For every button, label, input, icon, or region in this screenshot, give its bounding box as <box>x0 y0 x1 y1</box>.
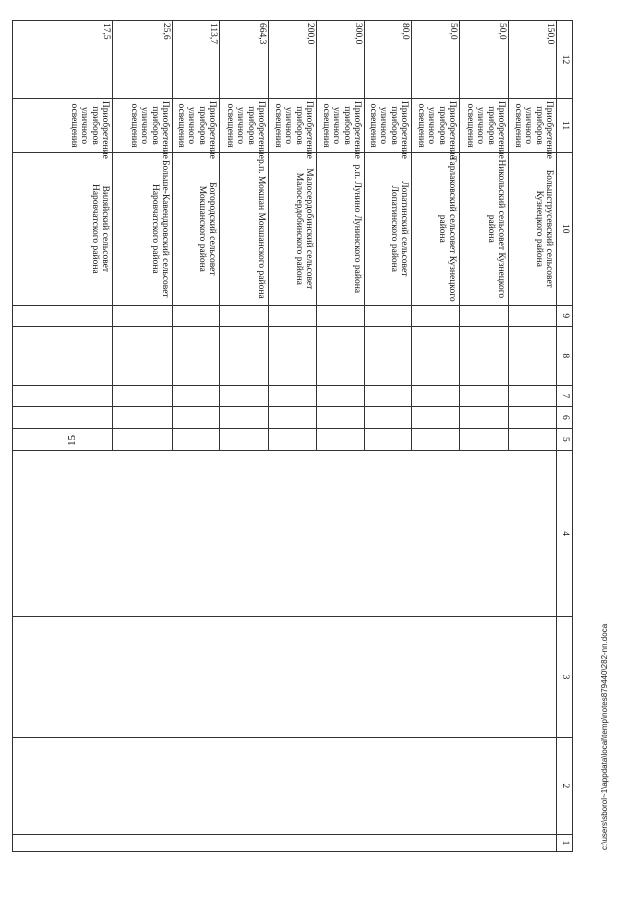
recipient-cell: Тарлаковский сельсовет Кузнецкого района <box>436 155 457 302</box>
recipient-cell: р.п. Лунино Лунинского района <box>352 164 362 294</box>
column-number: 9 <box>557 305 573 326</box>
column-number: 6 <box>557 407 573 428</box>
footer-file-path: c:\users\sborol~1\appdata\local\temp\notes879440\282-nn.doca <box>600 623 609 850</box>
amount-cell: 113,7 <box>208 23 218 45</box>
purpose-cell: Приобретение приборов уличного освещения <box>129 100 170 159</box>
amount-cell: 150,0 <box>545 23 555 45</box>
appendix-table <box>12 20 573 852</box>
column-number: 5 <box>557 428 573 451</box>
column-number: 11 <box>557 98 573 152</box>
amount-cell: 17,5 <box>101 23 111 40</box>
rotated-page-content <box>63 20 573 852</box>
recipient-cell: Богородский сельсовет Мокшанского района <box>196 182 217 276</box>
column-number: 3 <box>557 617 573 738</box>
amount-cell: 664,3 <box>257 23 267 45</box>
column-number: 10 <box>557 153 573 305</box>
recipient-cell: Виляйский сельсовет Наровчатского района <box>89 183 110 274</box>
amount-cell: 50,0 <box>497 23 507 40</box>
purpose-cell: Приобретение приборов уличного освещения <box>225 100 266 159</box>
purpose-cell: Приобретение приборов уличного освещения <box>176 100 217 159</box>
recipient-cell: Лопатинский сельсовет Лопатинского района <box>388 181 409 277</box>
column-number-row <box>557 21 573 852</box>
column-number: 1 <box>557 834 573 851</box>
page-number: 15 <box>66 435 78 446</box>
column-number: 8 <box>557 326 573 385</box>
recipient-cell: Больше-Кавендровский сельсовет Наровчатского района <box>149 160 170 298</box>
amount-cell: 25,6 <box>161 23 171 40</box>
amount-cell: 50,0 <box>448 23 458 40</box>
amount-cell: 80,0 <box>400 23 410 40</box>
table-row <box>509 21 557 852</box>
recipient-cell: р.п. Мокшан Мокшанского района <box>256 158 266 299</box>
recipient-cell: Большструсевский сельсовет Кузнецкого района <box>533 169 554 288</box>
column-number: 2 <box>557 737 573 834</box>
amount-cell: 200,0 <box>305 23 315 45</box>
column-number: 4 <box>557 451 573 617</box>
purpose-cell: Приобретение приборов уличного освещения <box>273 100 314 159</box>
purpose-cell: Приобретение приборов уличного освещения <box>513 100 554 159</box>
column-number: 12 <box>557 21 573 99</box>
purpose-cell: Приобретение приборов уличного освещения <box>321 100 362 159</box>
purpose-cell: Приобретение приборов уличного освещения <box>416 100 457 159</box>
amount-cell: 300,0 <box>353 23 363 45</box>
purpose-cell: Приобретение приборов уличного освещения <box>69 100 110 159</box>
purpose-cell: Приобретение приборов уличного освещения <box>368 100 409 159</box>
purpose-cell: Приобретение приборов уличного освещения <box>465 100 506 159</box>
column-number: 7 <box>557 385 573 406</box>
recipient-cell: Никольский сельсовет Кузнецкого района <box>485 159 506 299</box>
recipient-cell: Малосердобинский сельсовет Малосердобинского района <box>293 168 314 290</box>
